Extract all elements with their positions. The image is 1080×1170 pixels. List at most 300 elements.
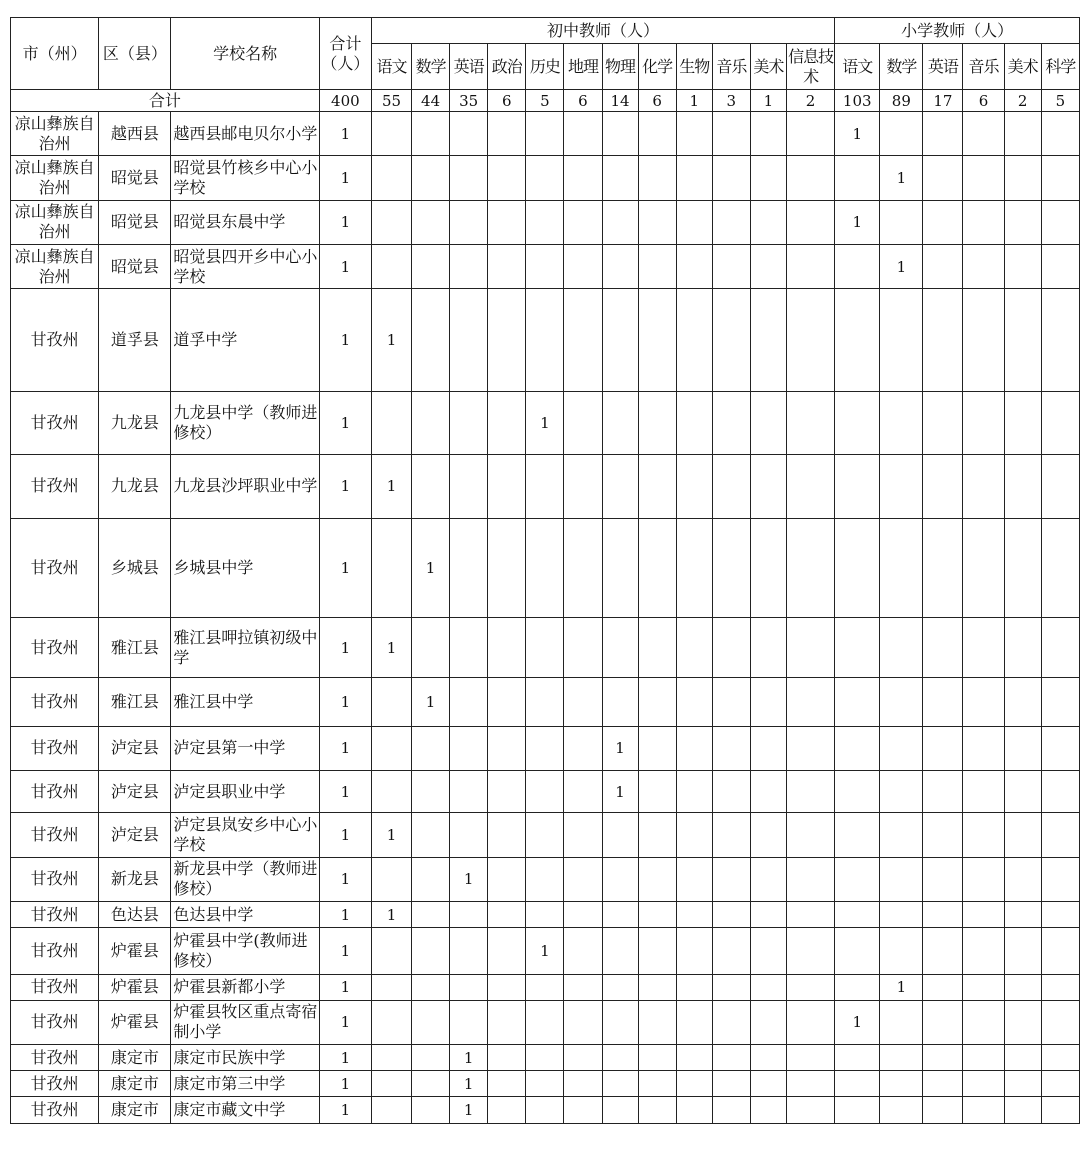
cell-middle xyxy=(750,857,786,901)
cell-primary xyxy=(835,617,880,677)
cell-middle xyxy=(638,771,676,813)
cell-primary xyxy=(923,454,963,518)
cell-middle xyxy=(712,902,750,928)
cell-middle: 1 xyxy=(371,289,411,392)
totals-middle-cell: 2 xyxy=(786,90,834,112)
cell-primary xyxy=(880,392,923,454)
cell-middle xyxy=(450,1000,488,1044)
cell-primary xyxy=(923,392,963,454)
cell-primary xyxy=(1041,678,1079,726)
totals-middle-cell: 6 xyxy=(638,90,676,112)
cell-middle xyxy=(564,974,602,1000)
cell-middle xyxy=(602,289,638,392)
cell-middle xyxy=(488,200,526,244)
cell-middle xyxy=(488,813,526,857)
cell-middle xyxy=(526,974,564,1000)
cell-primary xyxy=(1004,112,1041,156)
cell-middle xyxy=(564,902,602,928)
table-row xyxy=(11,289,1080,392)
cell-primary xyxy=(835,1071,880,1097)
cell-middle xyxy=(450,771,488,813)
table-row xyxy=(11,617,1080,677)
cell-middle xyxy=(564,245,602,289)
cell-city: 甘孜州 xyxy=(11,974,99,1000)
cell-primary xyxy=(880,902,923,928)
cell-middle xyxy=(564,617,602,677)
cell-primary xyxy=(835,928,880,974)
cell-school: 雅江县中学 xyxy=(171,678,319,726)
cell-middle xyxy=(564,289,602,392)
cell-primary xyxy=(1041,392,1079,454)
cell-county: 康定市 xyxy=(99,1071,171,1097)
totals-primary-cell: 2 xyxy=(1004,90,1041,112)
cell-primary xyxy=(880,1097,923,1124)
cell-middle xyxy=(602,519,638,618)
cell-middle xyxy=(786,156,834,200)
cell-primary xyxy=(835,454,880,518)
cell-primary xyxy=(923,902,963,928)
cell-city: 甘孜州 xyxy=(11,771,99,813)
totals-row xyxy=(11,90,1080,112)
cell-county: 道孚县 xyxy=(99,289,171,392)
cell-school: 越西县邮电贝尔小学 xyxy=(171,112,319,156)
cell-middle xyxy=(786,1097,834,1124)
cell-middle xyxy=(786,392,834,454)
cell-school: 乡城县中学 xyxy=(171,519,319,618)
cell-primary xyxy=(923,617,963,677)
cell-middle xyxy=(638,392,676,454)
cell-middle xyxy=(602,678,638,726)
cell-primary xyxy=(1041,519,1079,618)
table-row xyxy=(11,156,1080,200)
cell-primary xyxy=(963,902,1004,928)
cell-primary xyxy=(923,1071,963,1097)
cell-county: 泸定县 xyxy=(99,813,171,857)
cell-middle xyxy=(750,678,786,726)
cell-middle xyxy=(602,1045,638,1071)
totals-primary-cell: 103 xyxy=(835,90,880,112)
cell-city: 甘孜州 xyxy=(11,813,99,857)
cell-total: 1 xyxy=(319,519,371,618)
cell-middle xyxy=(450,200,488,244)
cell-middle xyxy=(750,813,786,857)
cell-middle xyxy=(564,813,602,857)
header-middle-subject: 化学 xyxy=(638,44,676,90)
cell-middle xyxy=(450,112,488,156)
cell-middle xyxy=(488,1097,526,1124)
cell-city: 甘孜州 xyxy=(11,289,99,392)
cell-middle xyxy=(564,200,602,244)
header-middle-group: 初中教师（人） xyxy=(371,18,834,44)
header-middle-subject: 英语 xyxy=(450,44,488,90)
cell-primary xyxy=(963,726,1004,770)
cell-middle xyxy=(602,392,638,454)
cell-primary xyxy=(1004,392,1041,454)
cell-middle xyxy=(786,519,834,618)
header-middle-subject: 数学 xyxy=(412,44,450,90)
cell-middle xyxy=(712,678,750,726)
cell-middle: 1 xyxy=(412,678,450,726)
cell-middle xyxy=(676,726,712,770)
cell-primary xyxy=(963,813,1004,857)
cell-primary xyxy=(835,519,880,618)
cell-city: 甘孜州 xyxy=(11,392,99,454)
cell-middle xyxy=(712,1000,750,1044)
table-row xyxy=(11,200,1080,244)
cell-primary xyxy=(880,289,923,392)
cell-county: 越西县 xyxy=(99,112,171,156)
cell-middle xyxy=(526,245,564,289)
cell-school: 康定市第三中学 xyxy=(171,1071,319,1097)
cell-school: 炉霍县中学(教师进修校） xyxy=(171,928,319,974)
cell-middle xyxy=(412,454,450,518)
cell-primary xyxy=(963,519,1004,618)
cell-primary xyxy=(1004,902,1041,928)
cell-middle xyxy=(488,726,526,770)
cell-primary xyxy=(835,902,880,928)
cell-primary xyxy=(923,1097,963,1124)
cell-middle xyxy=(564,928,602,974)
cell-primary xyxy=(1041,974,1079,1000)
cell-middle xyxy=(602,1000,638,1044)
header-middle-subject: 信息技术 xyxy=(786,44,834,90)
cell-middle xyxy=(786,902,834,928)
cell-city: 甘孜州 xyxy=(11,1071,99,1097)
cell-total: 1 xyxy=(319,289,371,392)
cell-middle xyxy=(602,813,638,857)
cell-middle xyxy=(676,112,712,156)
cell-middle xyxy=(602,974,638,1000)
cell-middle xyxy=(750,617,786,677)
cell-middle: 1 xyxy=(526,392,564,454)
cell-middle xyxy=(712,454,750,518)
cell-middle xyxy=(564,1045,602,1071)
cell-middle xyxy=(371,112,411,156)
cell-middle xyxy=(412,617,450,677)
totals-middle-cell: 1 xyxy=(676,90,712,112)
cell-middle xyxy=(638,902,676,928)
cell-middle xyxy=(786,617,834,677)
totals-middle-cell: 5 xyxy=(526,90,564,112)
cell-primary xyxy=(1004,1000,1041,1044)
cell-primary xyxy=(1004,289,1041,392)
cell-county: 九龙县 xyxy=(99,454,171,518)
cell-primary xyxy=(835,289,880,392)
cell-middle xyxy=(786,289,834,392)
cell-middle xyxy=(638,1045,676,1071)
cell-city: 甘孜州 xyxy=(11,928,99,974)
cell-middle xyxy=(371,678,411,726)
cell-middle xyxy=(526,678,564,726)
cell-middle xyxy=(488,617,526,677)
cell-middle xyxy=(371,1000,411,1044)
cell-school: 炉霍县牧区重点寄宿制小学 xyxy=(171,1000,319,1044)
cell-primary: 1 xyxy=(880,974,923,1000)
cell-primary xyxy=(923,519,963,618)
cell-middle xyxy=(676,617,712,677)
cell-primary xyxy=(1004,813,1041,857)
cell-middle xyxy=(488,771,526,813)
header-school: 学校名称 xyxy=(171,18,319,90)
cell-middle xyxy=(488,112,526,156)
cell-county: 雅江县 xyxy=(99,617,171,677)
table-row xyxy=(11,678,1080,726)
cell-middle xyxy=(564,678,602,726)
cell-primary xyxy=(923,200,963,244)
table-row xyxy=(11,519,1080,618)
cell-primary xyxy=(963,857,1004,901)
cell-primary xyxy=(835,813,880,857)
cell-middle xyxy=(371,726,411,770)
cell-middle xyxy=(750,902,786,928)
cell-school: 昭觉县东晨中学 xyxy=(171,200,319,244)
cell-middle xyxy=(412,1000,450,1044)
totals-middle-cell: 3 xyxy=(712,90,750,112)
cell-middle xyxy=(750,928,786,974)
cell-middle xyxy=(450,928,488,974)
cell-county: 昭觉县 xyxy=(99,200,171,244)
header-primary-subject: 美术 xyxy=(1004,44,1041,90)
cell-city: 甘孜州 xyxy=(11,678,99,726)
cell-primary xyxy=(923,156,963,200)
cell-city: 甘孜州 xyxy=(11,454,99,518)
cell-county: 新龙县 xyxy=(99,857,171,901)
cell-middle xyxy=(676,392,712,454)
cell-middle xyxy=(602,902,638,928)
cell-middle xyxy=(638,112,676,156)
cell-middle xyxy=(564,1071,602,1097)
cell-primary xyxy=(963,617,1004,677)
cell-middle xyxy=(371,857,411,901)
header-primary-subject: 数学 xyxy=(880,44,923,90)
cell-primary: 1 xyxy=(880,245,923,289)
header-middle-subject: 地理 xyxy=(564,44,602,90)
header-middle-subject: 语文 xyxy=(371,44,411,90)
cell-middle xyxy=(526,156,564,200)
cell-middle xyxy=(750,1071,786,1097)
cell-middle xyxy=(750,1045,786,1071)
cell-middle xyxy=(750,519,786,618)
cell-primary xyxy=(880,813,923,857)
cell-middle: 1 xyxy=(450,1045,488,1071)
cell-primary xyxy=(835,857,880,901)
header-middle-subject: 物理 xyxy=(602,44,638,90)
cell-county: 九龙县 xyxy=(99,392,171,454)
cell-total: 1 xyxy=(319,200,371,244)
cell-total: 1 xyxy=(319,726,371,770)
cell-middle xyxy=(750,1097,786,1124)
cell-middle xyxy=(526,1097,564,1124)
cell-total: 1 xyxy=(319,678,371,726)
cell-middle xyxy=(371,1097,411,1124)
cell-middle xyxy=(450,289,488,392)
cell-school: 雅江县呷拉镇初级中学 xyxy=(171,617,319,677)
cell-middle xyxy=(602,454,638,518)
cell-middle xyxy=(676,156,712,200)
cell-county: 康定市 xyxy=(99,1097,171,1124)
cell-county: 康定市 xyxy=(99,1045,171,1071)
cell-school: 康定市藏文中学 xyxy=(171,1097,319,1124)
cell-middle xyxy=(712,200,750,244)
cell-middle xyxy=(371,200,411,244)
cell-primary xyxy=(880,200,923,244)
cell-primary: 1 xyxy=(835,200,880,244)
cell-middle xyxy=(676,813,712,857)
cell-primary xyxy=(1041,813,1079,857)
cell-middle xyxy=(676,902,712,928)
cell-primary xyxy=(1004,771,1041,813)
cell-primary xyxy=(963,1045,1004,1071)
cell-middle xyxy=(712,1071,750,1097)
cell-middle: 1 xyxy=(371,617,411,677)
cell-city: 甘孜州 xyxy=(11,902,99,928)
cell-middle xyxy=(602,156,638,200)
cell-middle xyxy=(602,200,638,244)
cell-middle xyxy=(371,519,411,618)
cell-middle xyxy=(676,1071,712,1097)
cell-middle xyxy=(488,1000,526,1044)
cell-primary xyxy=(835,156,880,200)
cell-middle xyxy=(602,245,638,289)
teacher-allocation-table xyxy=(10,17,1080,1124)
cell-middle xyxy=(750,112,786,156)
header-middle-subject: 历史 xyxy=(526,44,564,90)
cell-primary xyxy=(1004,928,1041,974)
header-middle-subject: 美术 xyxy=(750,44,786,90)
cell-primary xyxy=(835,771,880,813)
cell-middle xyxy=(786,813,834,857)
cell-middle xyxy=(564,1097,602,1124)
cell-middle xyxy=(786,1071,834,1097)
cell-middle xyxy=(750,200,786,244)
cell-middle xyxy=(786,928,834,974)
cell-middle xyxy=(676,289,712,392)
cell-school: 泸定县第一中学 xyxy=(171,726,319,770)
cell-middle xyxy=(750,1000,786,1044)
table-row xyxy=(11,1000,1080,1044)
cell-middle xyxy=(786,974,834,1000)
table-row xyxy=(11,857,1080,901)
cell-school: 炉霍县新都小学 xyxy=(171,974,319,1000)
cell-middle xyxy=(638,1097,676,1124)
cell-middle xyxy=(638,617,676,677)
cell-middle xyxy=(712,617,750,677)
cell-middle xyxy=(412,112,450,156)
cell-primary: 1 xyxy=(835,112,880,156)
cell-middle xyxy=(638,1071,676,1097)
cell-middle xyxy=(786,771,834,813)
cell-middle xyxy=(602,1097,638,1124)
cell-middle xyxy=(450,974,488,1000)
cell-middle xyxy=(488,1045,526,1071)
cell-primary xyxy=(880,519,923,618)
cell-total: 1 xyxy=(319,813,371,857)
totals-middle-cell: 14 xyxy=(602,90,638,112)
cell-primary xyxy=(1004,1097,1041,1124)
cell-primary xyxy=(1041,771,1079,813)
cell-middle xyxy=(676,200,712,244)
cell-school: 泸定县职业中学 xyxy=(171,771,319,813)
cell-primary xyxy=(1004,726,1041,770)
cell-middle xyxy=(412,771,450,813)
cell-middle xyxy=(712,771,750,813)
cell-primary xyxy=(880,726,923,770)
cell-middle xyxy=(564,392,602,454)
cell-middle xyxy=(488,156,526,200)
cell-school: 九龙县中学（教师进修校） xyxy=(171,392,319,454)
cell-primary xyxy=(923,1045,963,1071)
cell-middle xyxy=(564,454,602,518)
cell-middle xyxy=(371,928,411,974)
cell-school: 新龙县中学（教师进修校） xyxy=(171,857,319,901)
cell-middle: 1 xyxy=(602,771,638,813)
cell-middle xyxy=(676,974,712,1000)
cell-total: 1 xyxy=(319,1071,371,1097)
table-row xyxy=(11,902,1080,928)
cell-city: 甘孜州 xyxy=(11,726,99,770)
cell-middle xyxy=(412,928,450,974)
table-row xyxy=(11,928,1080,974)
cell-primary xyxy=(963,1097,1004,1124)
cell-middle: 1 xyxy=(371,902,411,928)
totals-middle-cell: 44 xyxy=(412,90,450,112)
cell-middle xyxy=(750,726,786,770)
cell-middle xyxy=(564,156,602,200)
table-row xyxy=(11,771,1080,813)
cell-middle xyxy=(676,245,712,289)
totals-primary-cell: 5 xyxy=(1041,90,1079,112)
cell-total: 1 xyxy=(319,1097,371,1124)
cell-middle xyxy=(638,200,676,244)
cell-middle xyxy=(786,857,834,901)
cell-primary xyxy=(835,726,880,770)
cell-county: 色达县 xyxy=(99,902,171,928)
table-row xyxy=(11,112,1080,156)
cell-middle xyxy=(638,245,676,289)
cell-middle xyxy=(638,813,676,857)
cell-primary xyxy=(923,928,963,974)
totals-primary-cell: 6 xyxy=(963,90,1004,112)
cell-primary xyxy=(963,112,1004,156)
cell-school: 色达县中学 xyxy=(171,902,319,928)
cell-middle xyxy=(712,857,750,901)
cell-middle xyxy=(526,902,564,928)
cell-city: 甘孜州 xyxy=(11,519,99,618)
cell-middle xyxy=(526,726,564,770)
cell-middle xyxy=(786,1045,834,1071)
header-primary-subject: 科学 xyxy=(1041,44,1079,90)
cell-school: 昭觉县竹核乡中心小学校 xyxy=(171,156,319,200)
cell-middle xyxy=(450,454,488,518)
cell-middle xyxy=(488,519,526,618)
cell-middle xyxy=(676,1000,712,1044)
cell-primary xyxy=(963,771,1004,813)
cell-middle xyxy=(712,813,750,857)
cell-middle xyxy=(526,1045,564,1071)
header-county: 区（县） xyxy=(99,18,171,90)
cell-middle xyxy=(564,771,602,813)
cell-primary xyxy=(923,1000,963,1044)
cell-middle xyxy=(602,928,638,974)
cell-middle xyxy=(638,678,676,726)
cell-total: 1 xyxy=(319,902,371,928)
cell-middle xyxy=(638,974,676,1000)
cell-school: 泸定县岚安乡中心小学校 xyxy=(171,813,319,857)
cell-total: 1 xyxy=(319,392,371,454)
cell-primary xyxy=(1004,617,1041,677)
table-row xyxy=(11,1045,1080,1071)
cell-middle xyxy=(371,771,411,813)
